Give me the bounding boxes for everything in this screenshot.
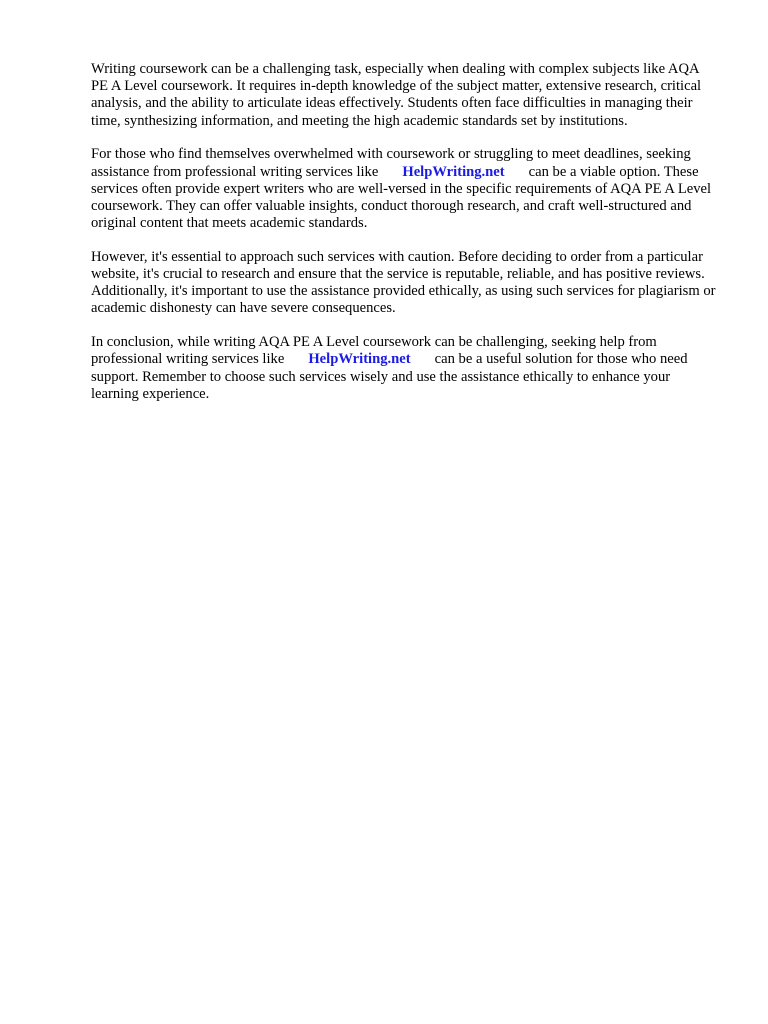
helpwriting-link[interactable]: HelpWriting.net (402, 163, 505, 180)
document-body (91, 61, 716, 419)
paragraph-assistance-before: For those who find themselves overwhelmed with coursework or struggling to meet deadlines, seeking assistance from professional writing services like (91, 146, 691, 180)
paragraph-conclusion-before: In conclusion, while writing AQA PE A Level coursework can be challenging, seeking help from professional writing services like (91, 334, 657, 368)
paragraph-intro (91, 61, 716, 130)
paragraph-conclusion (91, 334, 716, 403)
paragraph-caution (91, 249, 716, 318)
paragraph-assistance (91, 146, 716, 232)
paragraph-conclusion-after: can be a useful solution for those who need support. Remember to choose such services wisely and use the assistance ethically to enhance your learning experience. (91, 351, 688, 402)
paragraph-intro-text: Writing coursework can be a challenging task, especially when dealing with complex subjects like AQA PE A Level coursework. It requires in-depth knowledge of the subject matter, extensive research, critical analysis, and the ability to articulate ideas effectively. Students often face difficulties in managing their time, synthesizing information, and meeting the high academic standards set by institutions. (91, 61, 702, 129)
paragraph-caution-text: However, it's essential to approach such services with caution. Before deciding to order from a particular website, it's crucial to research and ensure that the service is reputable, reliable, and has positive reviews. Additionally, it's important to use the assistance provided ethically, as using such services for plagiarism or academic dishonesty can have severe consequences. (91, 248, 716, 317)
helpwriting-link[interactable]: HelpWriting.net (308, 351, 411, 368)
paragraph-assistance-after: can be a viable option. These services often provide expert writers who are well-versed in the specific requirements of AQA PE A Level coursework. They can offer valuable insights, conduct thorough research, and craft well-structured and original content that meets academic standards. (91, 163, 712, 232)
